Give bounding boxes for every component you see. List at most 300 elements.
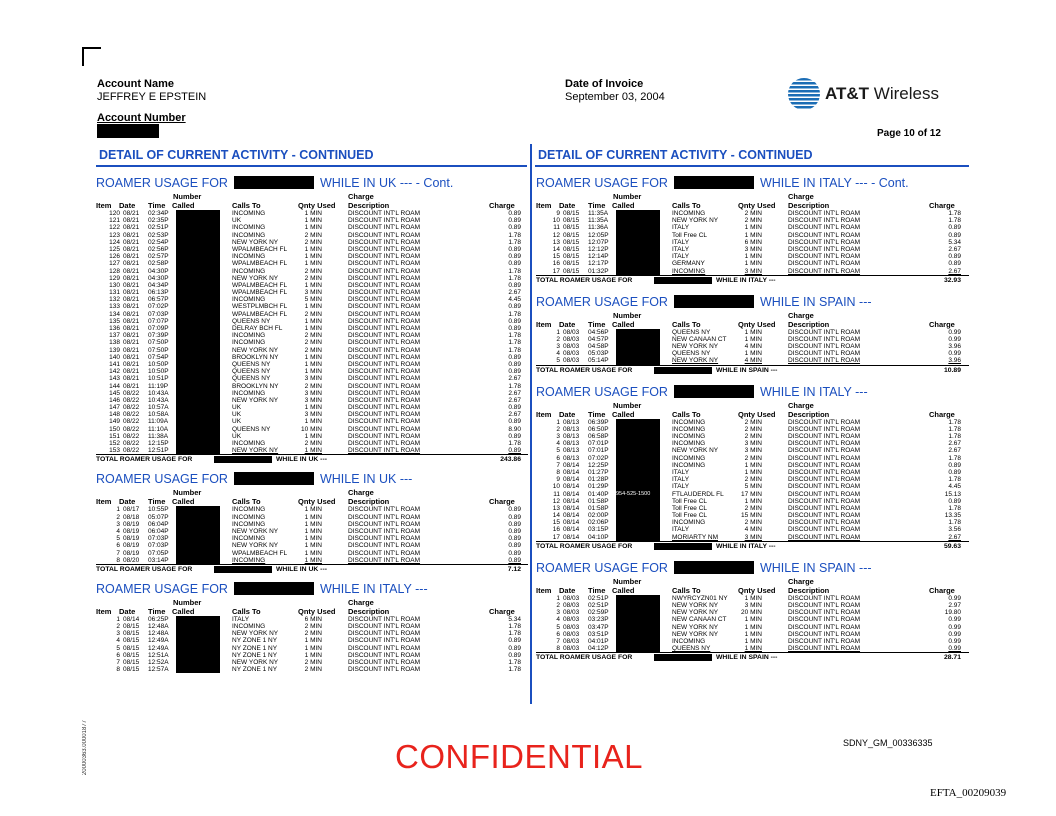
called-header: Called (612, 585, 635, 595)
table-row (96, 361, 528, 368)
charge-amount: 1.78 (948, 418, 961, 426)
charge-description: DISCOUNT INT'L ROAM (348, 353, 421, 361)
qnty-used: 4 MIN (744, 343, 762, 351)
item-number: 125 (109, 245, 120, 253)
charge-amount: 0.89 (508, 644, 521, 652)
item-header: Item (536, 201, 552, 210)
date-header: Date (559, 409, 576, 419)
calls-to: NEW YORK NY (672, 357, 719, 365)
redacted-called-number (616, 217, 660, 224)
table-row (96, 311, 528, 318)
item-number: 15 (552, 519, 560, 527)
call-date: 08/21 (123, 325, 140, 332)
qnty-used: 1 MIN (744, 253, 762, 261)
call-date: 08/21 (123, 360, 140, 368)
usage-rows (536, 419, 969, 541)
calls-to-header: Calls To (232, 497, 261, 507)
redacted-called-number (176, 224, 220, 231)
call-date: 08/20 (123, 556, 140, 564)
description-header: Description (348, 201, 390, 210)
calls-to: INCOMING (232, 332, 266, 340)
redacted-called-number (176, 433, 220, 440)
section-total (536, 365, 969, 375)
calls-to: NEW YORK NY (232, 396, 279, 404)
item-number: 8 (116, 666, 120, 674)
calls-to: UK (232, 418, 242, 426)
table-row (96, 296, 528, 303)
total-amount: 59.63 (943, 542, 961, 550)
item-number: 11 (553, 224, 560, 232)
table-row (96, 282, 528, 289)
call-time: 07:50P (148, 339, 169, 347)
calls-to: QUEENS NY (232, 368, 271, 376)
redacted-called-number (616, 329, 660, 336)
detail-banner-right: DETAIL OF CURRENT ACTIVITY - CONTINUED (535, 146, 969, 167)
charge-amount: 2.67 (508, 396, 521, 404)
table-row (536, 602, 969, 609)
qnty-used: 1 MIN (304, 432, 322, 440)
call-time: 01:28P (588, 476, 609, 484)
call-date: 08/21 (123, 310, 140, 318)
column-header (96, 497, 528, 506)
call-date: 08/03 (563, 609, 580, 617)
calls-to: INCOMING (232, 253, 266, 261)
charge-description: DISCOUNT INT'L ROAM (348, 542, 421, 550)
call-time: 04:58P (588, 343, 609, 351)
charge-amount: 1.78 (948, 504, 961, 512)
redacted-called-number (176, 652, 220, 659)
qnty-used: 1 MIN (304, 317, 322, 325)
column-header-top (536, 192, 969, 201)
redacted-called-number (176, 354, 220, 361)
qnty-used: 1 MIN (304, 353, 322, 361)
qnty-used: 1 MIN (744, 461, 762, 469)
qnty-used: 1 MIN (744, 224, 762, 232)
charge-header: Charge (929, 585, 955, 595)
item-number: 7 (556, 461, 560, 469)
redacted-called-number (176, 616, 220, 623)
call-time: 02:35P (148, 217, 169, 225)
item-number: 14 (552, 512, 560, 520)
call-time: 02:56P (148, 245, 169, 253)
call-date: 08/21 (123, 382, 140, 390)
qnty-used: 1 MIN (304, 368, 322, 376)
call-time: 10:57A (148, 404, 169, 412)
charge-amount: 0.89 (948, 497, 961, 505)
item-number: 16 (552, 526, 560, 534)
called-header: Called (172, 606, 195, 616)
calls-to: INCOMING (672, 433, 706, 440)
qnty-used: 1 MIN (304, 281, 322, 289)
charge-description: DISCOUNT INT'L ROAM (348, 231, 421, 239)
call-time: 05:14P (588, 357, 609, 365)
column-divider (530, 144, 532, 704)
calls-to: INCOMING (232, 224, 266, 232)
calls-to: ITALY (672, 224, 690, 232)
charge-description: DISCOUNT INT'L ROAM (348, 506, 421, 514)
charge-description: DISCOUNT INT'L ROAM (788, 328, 861, 336)
redacted-called-number (176, 339, 220, 346)
call-time: 02:06P (588, 519, 609, 527)
table-row (536, 526, 969, 533)
call-time: 01:58P (588, 504, 609, 512)
charge-description: DISCOUNT INT'L ROAM (788, 637, 861, 645)
calls-to: ITALY (672, 238, 690, 246)
call-date: 08/22 (123, 432, 140, 440)
item-number: 1 (116, 506, 120, 514)
calls-to: WPALMBEACH FL (232, 310, 288, 318)
redacted-number (234, 176, 314, 189)
section-title-prefix: ROAMER USAGE FOR (536, 176, 668, 190)
charge-description: DISCOUNT INT'L ROAM (788, 454, 861, 462)
item-number: 126 (109, 253, 120, 261)
redacted-called-number (176, 542, 220, 549)
table-row (96, 210, 528, 217)
call-time: 07:03P (148, 535, 169, 543)
section-title (96, 472, 528, 488)
call-date: 08/14 (563, 519, 580, 527)
calls-to: NEW YORK NY (232, 630, 279, 638)
table-row (96, 268, 528, 275)
charge-description: DISCOUNT INT'L ROAM (788, 468, 861, 476)
calls-to-header: Calls To (672, 201, 701, 210)
call-time: 12:48A (148, 630, 169, 638)
redacted-called-number (616, 246, 660, 253)
item-number: 17 (552, 267, 560, 275)
item-number: 6 (556, 454, 560, 462)
column-header (536, 410, 969, 419)
charge-description: DISCOUNT INT'L ROAM (348, 303, 421, 311)
qnty-used: 1 MIN (304, 260, 322, 268)
qnty-header: Qnty Used (298, 497, 336, 507)
table-row (96, 616, 528, 623)
qnty-used: 1 MIN (744, 497, 762, 505)
calls-to: INCOMING (232, 623, 266, 631)
call-date: 08/15 (123, 651, 140, 659)
table-row (96, 383, 528, 390)
table-row (536, 426, 969, 433)
table-row (96, 239, 528, 246)
call-date: 08/14 (563, 476, 580, 484)
item-number: 2 (556, 335, 560, 343)
charge-description: DISCOUNT INT'L ROAM (348, 659, 421, 666)
date-header: Date (119, 201, 136, 210)
redacted-called-number (616, 350, 660, 357)
qnty-used: 1 MIN (744, 616, 762, 624)
calls-to: NEW YORK NY (232, 447, 279, 455)
charge-amount: 0.99 (948, 645, 961, 653)
usage-section (536, 561, 969, 663)
call-time: 11:09A (148, 418, 169, 426)
call-time: 07:09P (148, 325, 169, 332)
description-header: Description (788, 319, 830, 329)
calls-to: GERMANY (672, 260, 705, 268)
call-date: 08/19 (123, 520, 140, 528)
charge-description: DISCOUNT INT'L ROAM (348, 396, 421, 404)
call-time: 03:47P (588, 623, 609, 631)
redacted-called-number (616, 419, 660, 426)
usage-section (96, 176, 528, 464)
charge-amount: 1.78 (948, 217, 961, 225)
call-date: 08/21 (123, 339, 140, 347)
charge-amount: 1.78 (508, 659, 521, 666)
qnty-used: 3 MIN (744, 602, 762, 609)
call-time: 12:17P (588, 260, 609, 268)
table-row (96, 260, 528, 267)
table-row (96, 506, 528, 513)
calls-to: ITALY (232, 615, 250, 623)
redacted-called-number (176, 289, 220, 296)
redacted-total-number (214, 456, 272, 463)
qnty-used: 1 MIN (304, 245, 322, 253)
charge-description: DISCOUNT INT'L ROAM (348, 637, 421, 645)
calls-to: NEW YORK NY (672, 623, 719, 631)
qnty-used: 2 MIN (744, 433, 762, 440)
time-header: Time (588, 319, 606, 329)
charge-amount: 1.78 (948, 210, 961, 217)
qnty-used: 3 MIN (304, 289, 322, 297)
qnty-used: 1 MIN (304, 513, 322, 521)
qnty-used: 4 MIN (744, 357, 762, 365)
calls-to: INCOMING (672, 440, 706, 448)
call-time: 02:57P (148, 253, 169, 261)
calls-to: NEW YORK NY (232, 527, 279, 535)
redacted-called-number (176, 275, 220, 282)
qnty-used: 6 MIN (744, 238, 762, 246)
item-number: 3 (556, 343, 560, 351)
call-time: 07:02P (588, 454, 609, 462)
calls-to: UK (232, 432, 242, 440)
charge-description: DISCOUNT INT'L ROAM (788, 210, 861, 217)
charge-amount: 0.99 (948, 594, 961, 602)
call-date: 08/15 (563, 267, 580, 275)
date-header: Date (119, 497, 136, 507)
qnty-used: 5 MIN (304, 296, 322, 304)
redacted-number (674, 385, 754, 398)
call-time: 04:56P (588, 328, 609, 336)
call-date: 08/15 (123, 659, 140, 666)
charge-amount: 1.78 (508, 339, 521, 347)
charge-amount: 0.89 (508, 224, 521, 232)
call-date: 08/03 (563, 602, 580, 609)
qnty-used: 2 MIN (744, 519, 762, 527)
call-date: 08/22 (123, 404, 140, 412)
called-header: Called (172, 497, 195, 507)
usage-section (536, 176, 969, 285)
item-number: 4 (556, 350, 560, 358)
call-time: 05:07P (148, 513, 169, 521)
section-total (536, 275, 969, 285)
table-row (536, 638, 969, 645)
column-header-top (536, 577, 969, 586)
charge-amount: 4.45 (508, 296, 521, 304)
call-time: 11:19P (148, 382, 169, 390)
call-time: 07:03P (148, 542, 169, 550)
redacted-called-number (616, 253, 660, 260)
call-date: 08/21 (123, 289, 140, 297)
item-number: 3 (556, 433, 560, 440)
table-row (536, 491, 969, 498)
charge-description: DISCOUNT INT'L ROAM (348, 210, 421, 217)
item-number: 143 (109, 375, 120, 383)
charge-amount: 19.80 (944, 609, 961, 617)
qnty-used: 3 MIN (744, 440, 762, 448)
table-row (96, 275, 528, 282)
call-time: 02:51P (148, 224, 169, 232)
redacted-called-number (616, 343, 660, 350)
redacted-called-number (616, 638, 660, 645)
call-time: 10:50P (148, 360, 169, 368)
call-date: 08/22 (123, 440, 140, 447)
call-date: 08/21 (123, 317, 140, 325)
table-row (96, 659, 528, 666)
column-header-top (96, 488, 528, 497)
qnty-used: 2 MIN (304, 666, 322, 674)
call-time: 10:50P (148, 368, 169, 376)
charge-amount: 0.89 (508, 245, 521, 253)
section-title (536, 561, 969, 577)
charge-amount: 1.78 (508, 332, 521, 340)
call-time: 02:59P (588, 609, 609, 617)
charge-description: DISCOUNT INT'L ROAM (788, 260, 861, 268)
table-row (96, 418, 528, 425)
calls-to: DELRAY BCH FL (232, 325, 283, 332)
qnty-used: 6 MIN (304, 615, 322, 623)
item-number: 4 (556, 616, 560, 624)
table-row (96, 447, 528, 454)
item-number: 148 (109, 411, 120, 419)
charge-amount: 1.78 (508, 630, 521, 638)
charge-amount: 0.99 (948, 335, 961, 343)
calls-to: INCOMING (672, 418, 706, 426)
table-row (96, 354, 528, 361)
qnty-used: 2 MIN (304, 274, 322, 282)
charge-amount: 1.78 (508, 274, 521, 282)
calls-to: QUEENS NY (232, 360, 271, 368)
calls-to: INCOMING (672, 461, 706, 469)
calls-to: NY ZONE 1 NY (232, 637, 278, 645)
redacted-called-number (176, 637, 220, 644)
qnty-used: 2 MIN (304, 310, 322, 318)
total-amount: 243.86 (500, 456, 521, 464)
table-row (96, 375, 528, 382)
redacted-called-number (616, 232, 660, 239)
section-title (536, 295, 969, 311)
qnty-used: 1 MIN (304, 556, 322, 564)
calls-to: Toll Free CL (672, 504, 708, 512)
charge-amount: 1.78 (508, 238, 521, 246)
item-number: 3 (556, 609, 560, 617)
calls-to: INCOMING (232, 389, 266, 397)
charge-amount: 2.67 (508, 389, 521, 397)
charge-header: Charge (489, 497, 515, 507)
call-date: 08/03 (563, 645, 580, 653)
redacted-called-number (176, 514, 220, 521)
item-number: 2 (116, 513, 120, 521)
charge-description: DISCOUNT INT'L ROAM (788, 594, 861, 602)
calls-to: FTLAUDERDL FL (672, 490, 724, 498)
call-date: 08/03 (563, 630, 580, 638)
calls-to: ITALY (672, 468, 690, 476)
qnty-used: 2 MIN (304, 238, 322, 246)
called-header: Called (612, 319, 635, 329)
calls-to: INCOMING (232, 513, 266, 521)
call-date: 08/19 (123, 542, 140, 550)
item-number: 149 (109, 418, 120, 426)
item-number: 137 (109, 332, 120, 340)
table-row (96, 404, 528, 411)
crop-mark (82, 47, 101, 66)
qnty-used: 3 MIN (744, 245, 762, 253)
calls-to: INCOMING (232, 506, 266, 514)
item-number: 146 (109, 396, 120, 404)
table-row (96, 426, 528, 433)
qnty-used: 1 MIN (304, 303, 322, 311)
redacted-called-number (616, 462, 660, 469)
call-date: 08/15 (563, 245, 580, 253)
charge-description: DISCOUNT INT'L ROAM (788, 253, 861, 261)
call-time: 12:49A (148, 644, 169, 652)
call-date: 08/15 (563, 224, 580, 232)
usage-section (536, 385, 969, 551)
calls-to: INCOMING (672, 425, 706, 433)
charge-amount: 1.78 (508, 666, 521, 674)
table-row (96, 535, 528, 542)
charge-amount: 1.78 (508, 440, 521, 447)
call-time: 02:34P (148, 210, 169, 217)
item-number: 8 (556, 645, 560, 653)
call-date: 08/15 (563, 217, 580, 225)
calls-to-header: Calls To (672, 409, 701, 419)
table-row (96, 645, 528, 652)
redacted-number (234, 582, 314, 595)
charge-amount: 3.56 (948, 526, 961, 534)
charge-amount: 5.34 (948, 238, 961, 246)
table-row (536, 419, 969, 426)
call-time: 11:35A (588, 217, 609, 225)
redacted-called-number (616, 483, 660, 490)
item-number: 5 (116, 535, 120, 543)
total-suffix: WHILE IN ITALY --- (716, 542, 776, 550)
redacted-called-number (176, 447, 220, 454)
qnty-used: 1 MIN (744, 231, 762, 239)
qnty-used: 5 MIN (744, 483, 762, 491)
total-suffix: WHILE IN SPAIN --- (716, 654, 778, 662)
call-time: 04:34P (148, 281, 169, 289)
qnty-header: Qnty Used (298, 201, 336, 210)
charge-description: DISCOUNT INT'L ROAM (348, 260, 421, 268)
charge-description: DISCOUNT INT'L ROAM (348, 527, 421, 535)
calls-to: WESTPLMBCH FL (232, 303, 288, 311)
section-title-suffix: WHILE IN UK --- (319, 472, 413, 487)
call-time: 12:52A (148, 659, 169, 666)
charge-description: DISCOUNT INT'L ROAM (348, 360, 421, 368)
charge-description: DISCOUNT INT'L ROAM (348, 520, 421, 528)
charge-description: DISCOUNT INT'L ROAM (348, 411, 421, 419)
call-date: 08/21 (123, 253, 140, 261)
redacted-called-number (176, 404, 220, 411)
redacted-called-number (176, 666, 220, 673)
total-amount: 32.93 (943, 276, 961, 284)
redacted-called-number (616, 645, 660, 652)
redacted-called-number (176, 528, 220, 535)
redacted-called-number (616, 609, 660, 616)
item-number: 128 (109, 267, 120, 275)
call-date: 08/21 (123, 267, 140, 275)
table-row (536, 239, 969, 246)
call-time: 07:03P (148, 310, 169, 318)
table-row (536, 519, 969, 526)
